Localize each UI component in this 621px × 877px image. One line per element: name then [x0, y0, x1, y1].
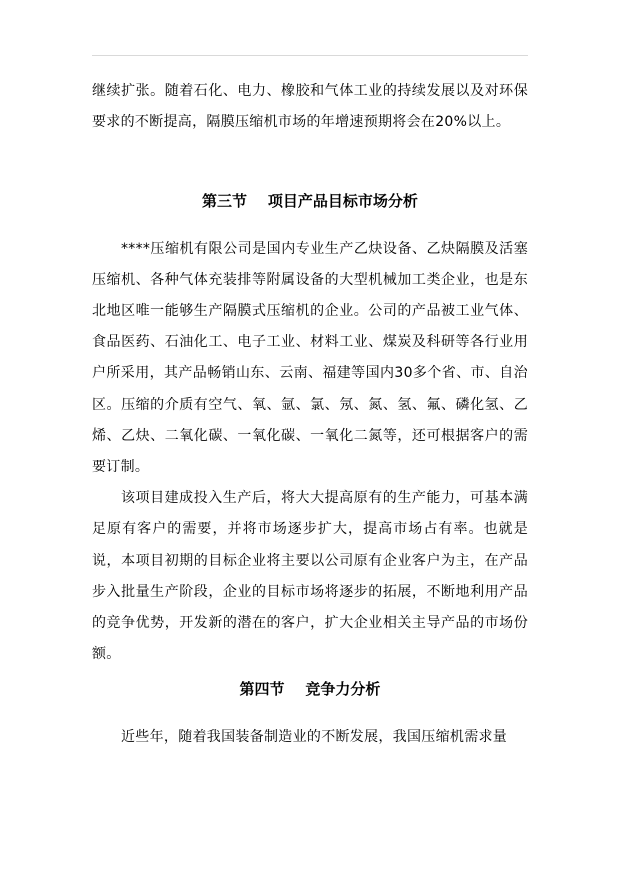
spacer — [92, 218, 528, 234]
page-header-rule — [92, 55, 528, 56]
section3-heading: 第三节 项目产品目标市场分析 — [202, 192, 418, 211]
intro-paragraph: 继续扩张。随着石化、电力、橡胶和气体工业的持续发展以及对环保要求的不断提高，隔膜压缩机市场的年增速预期将会在20%以上。 — [92, 83, 528, 131]
spacer — [92, 138, 528, 186]
section4-paragraph-1: 近些年，随着我国装备制造业的不断发展，我国压缩机需求量 — [121, 728, 508, 745]
section3-paragraph-1: ****压缩机有限公司是国内专业生产乙炔设备、乙炔隔膜及活塞压缩机、各种气体充装排等附属设备的大型机械加工类企业，也是东北地区唯一能够生产隔膜式压缩机的企业。公司的产品被工业气体、食品医药、石油化工、电子工业、材料工业、煤炭及科研等各行业用户所采用，其产品畅销山东、云南、福建等国内30多个省、市、自治区。压缩的介质有空气、氧、氩、氯、氖、氮、氢、氟、磷化氢、乙烯、乙炔、二氧化碳、一氧化碳、一氧化二氮等，还可根据客户的需要订制。 — [92, 240, 528, 476]
section3-paragraph-2: 该项目建成投入生产后，将大大提高原有的生产能力，可基本满足原有客户的需要，并将市场逐步扩大，提高市场占有率。也就是说，本项目初期的目标企业将主要以公司原有企业客户为主，在产品步入批量生产阶段，企业的目标市场将逐步的拓展，不断地利用产品的竞争优势，开发新的潜在的客户，扩大企业相关主导产品的市场份额。 — [92, 490, 528, 663]
section4-heading: 第四节 竞争力分析 — [239, 680, 381, 699]
document-page — [92, 76, 528, 753]
spacer — [92, 706, 528, 722]
